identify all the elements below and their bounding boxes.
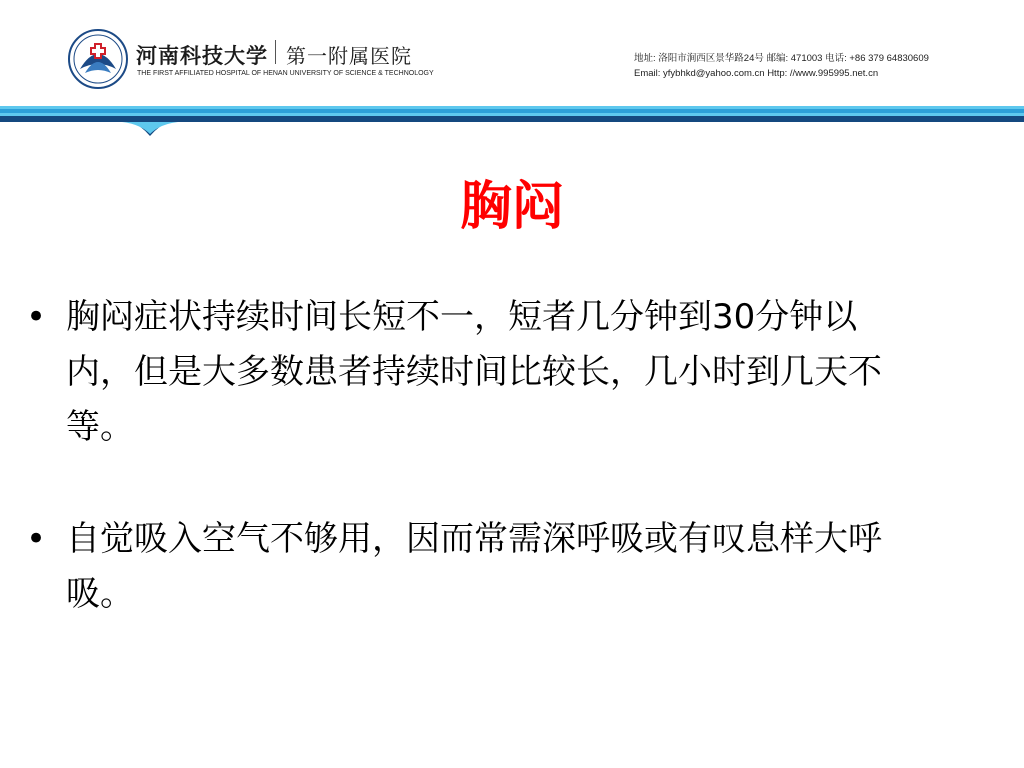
contact-web-line: Email: yfybhkd@yahoo.com.cn Http: //www.995995.net.cn <box>634 68 879 79</box>
slide-title: 胸闷 <box>459 177 564 237</box>
header-separator <box>275 40 276 64</box>
hospital-name: 第一附属医院 <box>286 44 412 68</box>
hospital-logo-icon <box>68 29 128 89</box>
bullet-item <box>26 512 906 622</box>
bullet-text: 胸闷症状持续时间长短不一，短者几分钟到30分钟以内，但是大多数患者持续时间比较长，几小时到几天不等。 <box>66 297 882 447</box>
bullet-marker: • <box>26 519 47 559</box>
hospital-english-name: THE FIRST AFFILIATED HOSPITAL OF HENAN UNIVERSITY OF SCIENCE & TECHNOLOGY <box>137 70 434 77</box>
slide-header <box>0 0 1024 140</box>
university-name: 河南科技大学 <box>136 43 268 68</box>
header-wave-band <box>0 96 1024 140</box>
contact-address-line: 地址: 洛阳市涧西区景华路24号 邮编: 471003 电话: +86 379 64830609 <box>634 53 929 64</box>
bullet-text: 自觉吸入空气不够用，因而常需深呼吸或有叹息样大呼吸。 <box>66 519 882 614</box>
bullet-list <box>26 290 906 622</box>
bullet-item <box>26 290 906 455</box>
bullet-marker: • <box>26 297 47 337</box>
